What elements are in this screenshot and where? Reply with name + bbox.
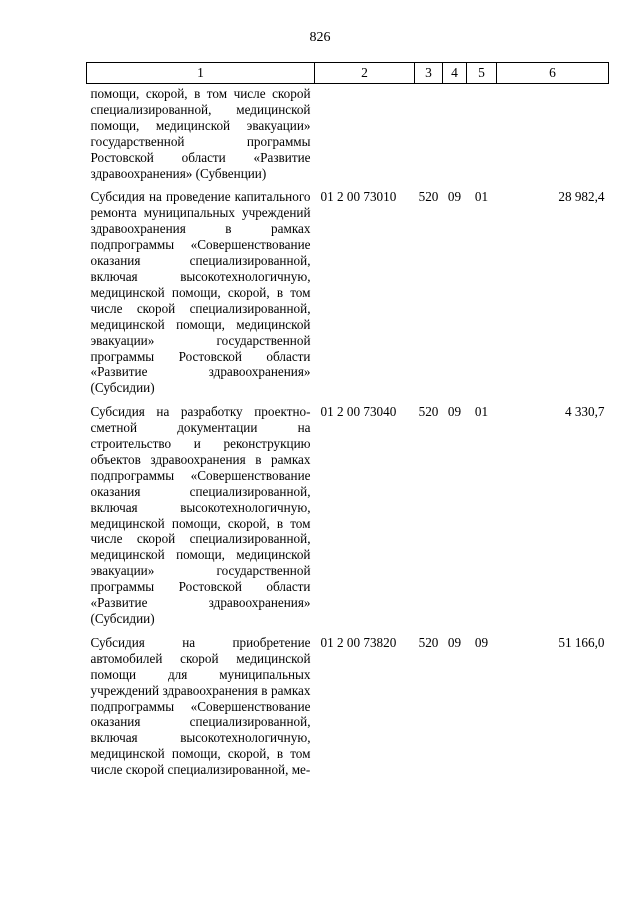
row-name: Субсидия на проведение капитального ремонта муниципальных учреждений здравоохранения в рамках подпрограммы «Совершенствование оказания специализированной, включая высокотехнологичную, медицинской помощи, скорой, в том числе скорой специализированной, медицинской помощи, медицинской эвакуации» государственной программы Ростовской области «Развитие здравоохранения» (Субсидии) [90, 189, 311, 396]
row-code: 01 2 00 73010 [320, 189, 397, 205]
row-name: Субсидия на разработку проектно-сметной документации на строительство и реконструкцию объектов здравоохранения в рамках подпрограммы «Совершенствование оказания специализированной, включая высокотехнологичную, медицинской помощи, скорой, в том числе скорой специализированной, медицинской помощи, медицинской эвакуации» государственной программы Ростовской области «Развитие здравоохранения» (Субсидии) [90, 404, 311, 626]
row-c4: 09 [447, 634, 462, 650]
table-row [87, 84, 609, 188]
row-c4: 09 [447, 189, 462, 205]
row-c4: 09 [447, 404, 462, 420]
row-c5: 09 [474, 634, 489, 650]
row-c5: 01 [474, 189, 489, 205]
row-name: помощи, скорой, в том числе скорой специализированной, медицинской помощи, медицинской эвакуации» государственной программы Ростовской области «Развитие здравоохранения» (Субвенции) [90, 86, 311, 181]
row-c3: 520 [418, 189, 439, 205]
row-amount: 4 330,7 [564, 404, 605, 420]
row-c5: 01 [474, 404, 489, 420]
header-col-2: 2 [315, 63, 415, 84]
row-code: 01 2 00 73820 [320, 634, 397, 650]
table-header [87, 63, 609, 84]
row-c3: 520 [418, 404, 439, 420]
table-body [87, 84, 609, 785]
header-col-1: 1 [87, 63, 315, 84]
page-number: 826 [309, 30, 331, 45]
table-row [87, 633, 609, 784]
row-code: 01 2 00 73040 [320, 404, 397, 420]
budget-table [86, 62, 609, 784]
header-col-6: 6 [497, 63, 609, 84]
row-code [315, 84, 415, 188]
row-c4 [443, 84, 467, 188]
table-row [87, 402, 609, 633]
row-name: Субсидия на приобретение автомобилей скорой медицинской помощи для муниципальных учреждений здравоохранения в рамках подпрограммы «Совершенствование оказания специализированной, включая высокотехнологичную, медицинской помощи, скорой, в том числе скорой специализированной, ме- [90, 634, 311, 778]
row-c3 [415, 84, 443, 188]
row-amount [497, 84, 609, 188]
header-col-3: 3 [415, 63, 443, 84]
header-col-5: 5 [467, 63, 497, 84]
header-col-4: 4 [443, 63, 467, 84]
header-row [87, 63, 609, 84]
row-amount: 28 982,4 [558, 189, 605, 205]
row-c5 [467, 84, 497, 188]
table-row [87, 187, 609, 402]
row-amount: 51 166,0 [558, 634, 605, 650]
row-c3: 520 [418, 634, 439, 650]
